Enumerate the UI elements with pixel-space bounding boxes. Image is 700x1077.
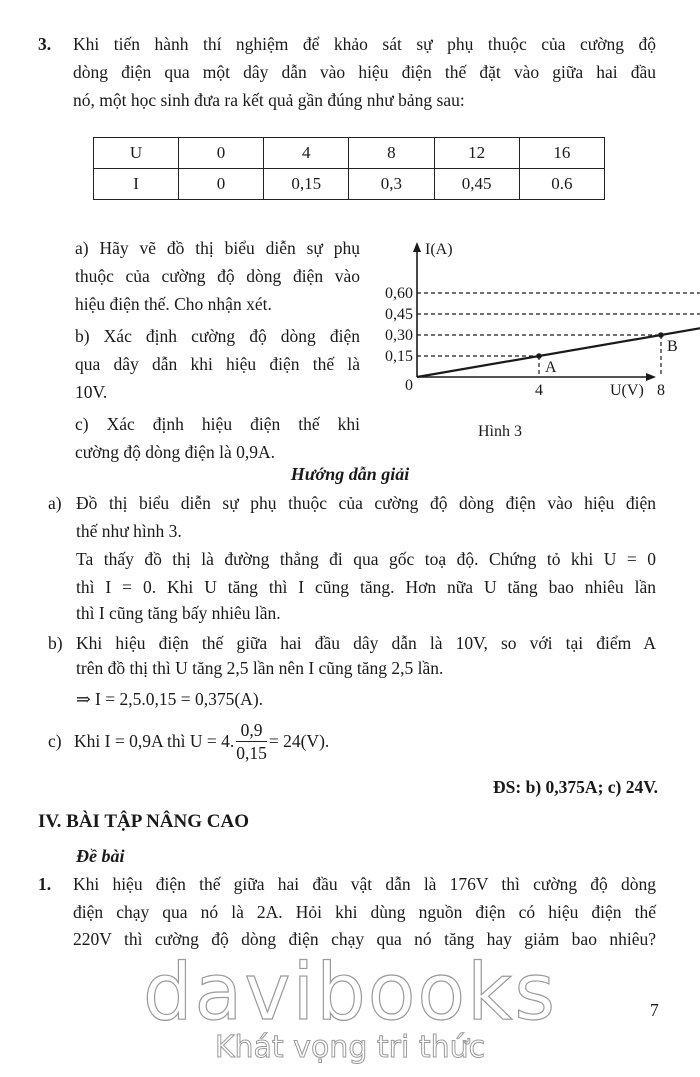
table-cell: 12 <box>434 138 519 169</box>
table-cell: 0,45 <box>434 169 519 200</box>
watermark-slogan: Khát vọng tri thức <box>214 1030 486 1065</box>
x-tick-label: 8 <box>657 382 665 399</box>
section-subheading: Đề bài <box>76 846 125 866</box>
y-axis-label: I(A) <box>425 241 453 258</box>
table-cell: 16 <box>519 138 604 169</box>
section-heading: IV. BÀI TẬP NÂNG CAO <box>38 811 249 832</box>
table-row-u <box>94 138 605 169</box>
table-cell: 0.6 <box>519 169 604 200</box>
solution-line: thì I = 0. Khi U tăng thì I cũng tăng. Hơn nữa U tăng bao nhiêu lần <box>76 577 656 597</box>
fraction <box>236 719 267 764</box>
problem-text-line: điện chạy qua nó là 2A. Hỏi khi dùng nguồn điện có hiệu điện thế <box>73 902 656 922</box>
solution-line: Ta thấy đồ thị là đường thẳng đi qua gốc toạ độ. Chứng tỏ khi U = 0 <box>76 549 656 569</box>
page-number: 7 <box>650 1000 659 1020</box>
table-cell: U <box>94 138 179 169</box>
x-axis-label: U(V) <box>610 382 644 399</box>
question-line: hiệu điện thế. Cho nhận xét. <box>75 294 272 314</box>
point-label: B <box>667 338 678 355</box>
x-axis-arrow-icon <box>646 373 656 381</box>
table-cell: 8 <box>349 138 434 169</box>
problem-text-line: nó, một học sinh đưa ra kết quả gần đúng như bảng sau: <box>73 90 465 110</box>
graph-line <box>417 275 700 377</box>
table-cell: 4 <box>264 138 349 169</box>
question-line: cường độ dòng điện là 0,9A. <box>75 442 276 462</box>
question-line: qua dây dẫn khi hiệu điện thế là <box>75 354 360 374</box>
point-label: A <box>545 359 557 376</box>
question-line: c) Xác định hiệu điện thế khi <box>75 414 360 434</box>
table-cell: I <box>94 169 179 200</box>
solution-line: Đồ thị biểu diễn sự phụ thuộc của cường độ dòng điện vào hiệu điện <box>76 493 656 513</box>
table-cell: 0,3 <box>349 169 434 200</box>
y-tick-label: 0,30 <box>385 327 413 344</box>
fraction-numerator: 0,9 <box>236 719 267 742</box>
data-table <box>93 137 605 200</box>
watermark-logo: davibooks <box>143 948 557 1038</box>
solution-result: = 24(V). <box>268 730 330 751</box>
question-list <box>75 234 360 466</box>
solution-title: Hướng dẫn giải <box>290 464 410 484</box>
origin-label: 0 <box>405 377 413 394</box>
solution-line: trên đồ thị thì U tăng 2,5 lần nên I cũng tăng 2,5 lần. <box>76 658 444 678</box>
solution-text: Khi I = 0,9A thì U = 4. <box>74 730 235 751</box>
data-point <box>536 353 542 359</box>
table-cell: 0 <box>179 169 264 200</box>
question-line: thuộc của cường độ dòng điện vào <box>75 266 360 286</box>
solution-line: thì I cũng tăng bấy nhiêu lần. <box>76 603 281 623</box>
item-marker: c) <box>48 731 62 751</box>
solution-line-c <box>74 716 329 766</box>
item-marker: a) <box>48 493 62 513</box>
problem-text-line: Khi tiến hành thí nghiệm để khảo sát sự phụ thuộc của cường độ <box>73 34 656 54</box>
question-line: b) Xác định cường độ dòng điện <box>75 326 360 346</box>
item-marker: b) <box>48 633 63 653</box>
problem-text-line: Khi hiệu điện thế giữa hai đầu vật dẫn là 176V thì cường độ dòng <box>73 874 656 894</box>
figure-caption: Hình 3 <box>478 423 522 440</box>
solution-line: thế như hình 3. <box>76 521 182 541</box>
problem-number: 3. <box>38 34 52 54</box>
current-voltage-graph <box>360 230 700 425</box>
solution-line: ⇒ I = 2,5.0,15 = 0,375(A). <box>76 689 264 709</box>
question-line: 10V. <box>75 382 108 402</box>
fraction-denominator: 0,15 <box>236 742 267 763</box>
table-cell: 0,15 <box>264 169 349 200</box>
problem-number: 1. <box>38 874 52 894</box>
solution-line: Khi hiệu điện thế giữa hai đầu dây dẫn là 10V, so với tại điểm A <box>76 633 656 653</box>
y-tick-label: 0,60 <box>385 285 413 302</box>
y-axis-arrow-icon <box>413 242 421 252</box>
y-tick-label: 0,45 <box>385 306 413 323</box>
table-cell: 0 <box>179 138 264 169</box>
data-point <box>658 332 664 338</box>
problem-text-line: dòng điện qua một dây dẫn vào hiệu điện thế đặt vào giữa hai đầu <box>73 62 656 82</box>
y-tick-label: 0,15 <box>385 348 413 365</box>
table-row-i <box>94 169 605 200</box>
question-line: a) Hãy vẽ đồ thị biểu diễn sự phụ <box>75 238 360 258</box>
answer-summary: ĐS: b) 0,375A; c) 24V. <box>493 777 658 797</box>
problem-text-line: 220V thì cường độ dòng điện chạy qua nó tăng hay giảm bao nhiêu? <box>73 929 656 949</box>
x-tick-label: 4 <box>535 382 543 399</box>
